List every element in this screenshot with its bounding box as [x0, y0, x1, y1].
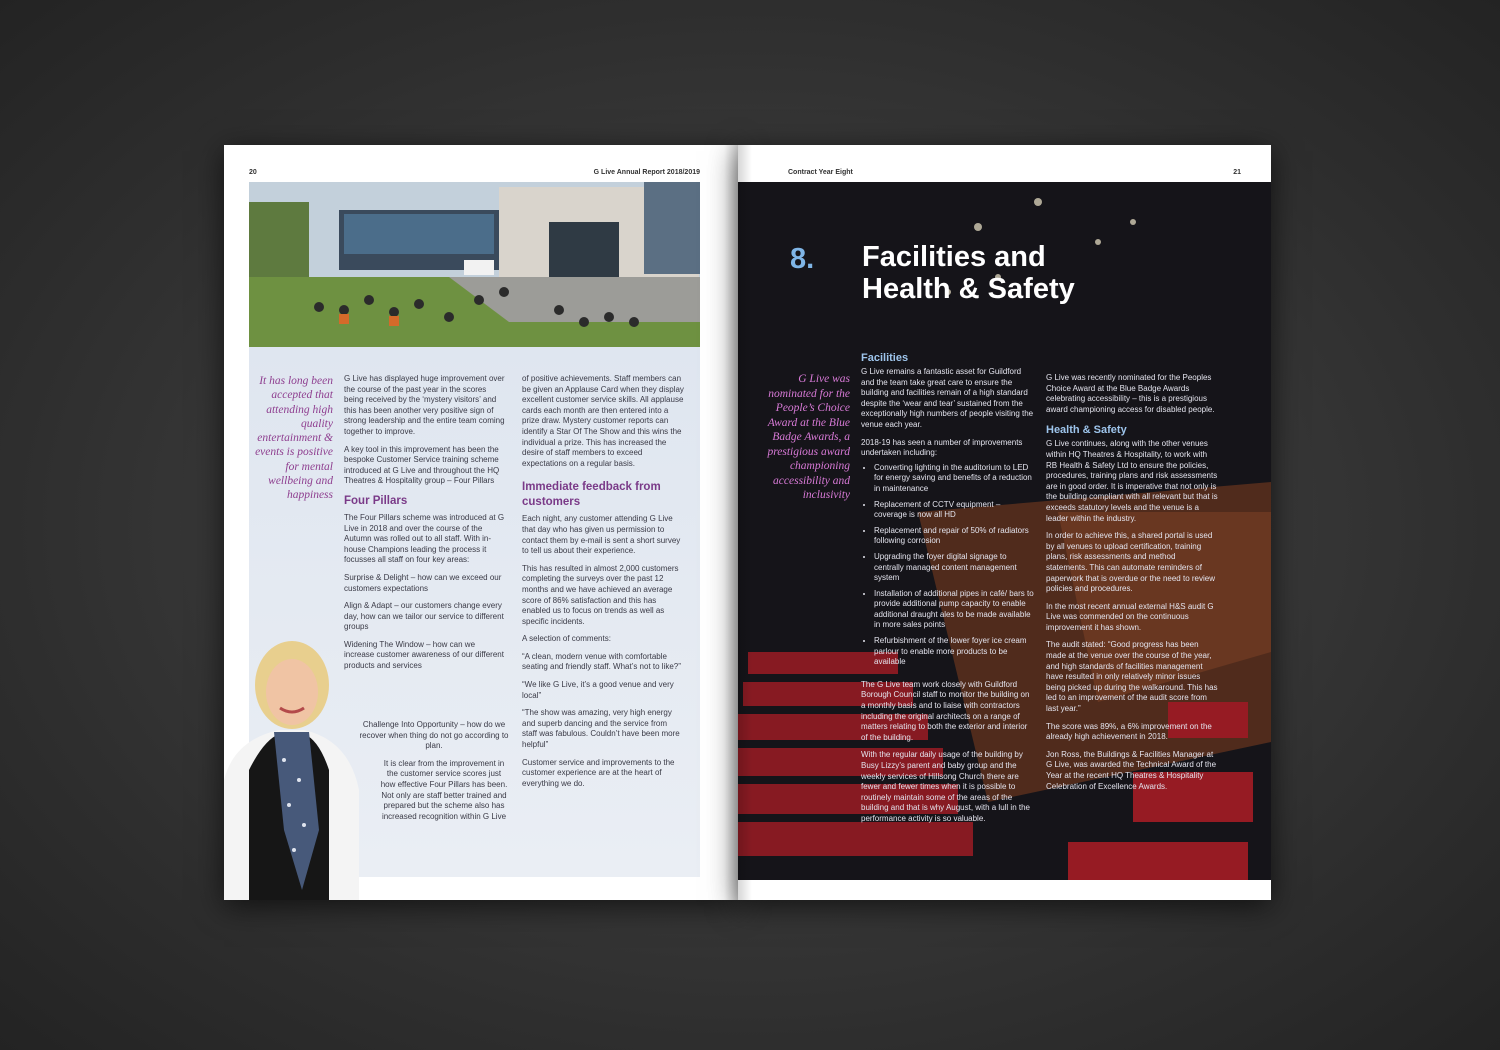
paragraph: of positive achievements. Staff members can be given an Applause Card when they display excellent customer service skills. All applause cards each month are then entered into a prize draw. Mystery customer reports can identify a Star Of The Show and this wins the individual a prize. This has increased the desire of staff members to exceed expectations on a regular basis. — [522, 374, 684, 468]
page-number: 21 — [1233, 169, 1241, 176]
right-page — [738, 145, 1271, 900]
paragraph: 2018-19 has seen a number of improvements undertaken including: — [861, 437, 1023, 458]
paragraph: Challenge Into Opportunity – how do we recover when thing do not go according to plan. — [359, 720, 509, 751]
section-heading: Immediate feedback from customers — [522, 481, 661, 509]
page-number: 20 — [249, 169, 257, 176]
list-item: • Installation of additional pipes in café/ bars to provide additional pump capacity to enable additional draught ales to be made available in more sales points — [874, 589, 1034, 631]
section-heading: Health & Safety — [1046, 424, 1127, 437]
venue-exterior-photo — [249, 182, 700, 347]
paragraph: The G Live team work closely with Guildford Borough Council staff to monitor the building on a monthly basis and to liaise with contractors including the original architects on a range of matters relating to both the exterior and interior of the building. — [861, 679, 1030, 742]
paragraph: “The show was amazing, very high energy and superb dancing and the service from staff was fabulous. Couldn’t have been more helpful” — [522, 708, 680, 750]
portrait-photo — [224, 630, 359, 900]
section-title-line: Facilities and — [862, 241, 1046, 273]
section-heading: Four Pillars — [344, 494, 408, 507]
paragraph: Jon Ross, the Buildings & Facilities Manager at G Live, was awarded the Technical Award of the Year at the recent HQ Theatres & Hospitality Celebration of Excellence Awards. — [1046, 749, 1217, 791]
left-column-2 — [522, 374, 684, 789]
paragraph: Widening The Window – how can we increase customer awareness of our different products and services — [344, 639, 504, 671]
paragraph: In the most recent annual external H&S audit G Live was commended on the continuous improvement it has shown. — [1046, 601, 1214, 632]
left-page — [224, 145, 738, 900]
paragraph: G Live has displayed huge improvement over the course of the past year in the scores being received by the ‘mystery visitors’ and this has been another very positive sign of strong leadership and the entire team coming together to improve. — [344, 374, 505, 436]
section-title — [862, 241, 1075, 305]
left-column-1 — [344, 374, 506, 672]
pull-quote: G Live was nominated for the People’s Choice Award at the Blue Badge Awards, a prestigious award championing accessibility and inclusivity — [767, 373, 850, 501]
paragraph: In order to achieve this, a shared portal is used by all venues to upload certification, training plans, risk assessments and method statements. This can automate reminders of paperwork that is overdue or the need to review policies and procedures. — [1046, 531, 1215, 594]
paragraph: G Live was recently nominated for the Peoples Choice Award at the Blue Badge Awards celebrating accessibility – this is a prestigious award championing access for disabled people. — [1046, 373, 1215, 414]
list-item: • Converting lighting in the auditorium to LED for energy saving and benefits of a reduction in maintenance — [874, 463, 1034, 495]
right-column-2 — [1046, 373, 1218, 792]
pull-quote: It has long been accepted that attending high quality entertainment & events is positive for mental wellbeing and happiness — [255, 375, 333, 502]
paragraph: The score was 89%, a 6% improvement on the already high achievement in 2018. — [1046, 721, 1212, 742]
paragraph: It is clear from the improvement in the customer service scores just how effective Four Pillars has been. Not only are staff better trained and prepared but the scheme also has increased recognition within G Live — [380, 758, 508, 821]
left-column-1-wrap — [359, 720, 509, 822]
paragraph: A key tool in this improvement has been the bespoke Customer Service training scheme introduced at G Live and throughout the HQ Theatres & Hospitality group – Four Pillars — [344, 444, 500, 486]
paragraph: Customer service and improvements to the customer experience are at the heart of everything we do. — [522, 757, 675, 788]
improvements-list — [861, 463, 1034, 668]
paragraph: Each night, any customer attending G Live that day who has given us permission to contact them by e-mail is sent a short survey to tell us about their experience. — [522, 514, 681, 556]
section-title-line: Health & Safety — [862, 273, 1075, 305]
paragraph: “A clean, modern venue with comfortable seating and friendly staff. What’s not to like?” — [522, 651, 681, 672]
paragraph: A selection of comments: — [522, 634, 611, 644]
paragraph: G Live remains a fantastic asset for Guildford and the team take great care to ensure the building and facilities remain of a high standard despite the ‘wear and tear’ sustained from the exceptionally high numbers of people visiting the venue each year. — [861, 367, 1034, 429]
paragraph: The audit stated: “Good progress has been made at the venue over the course of the year, and high standards of facilities management have resulted in only relatively minor issues being picked up during the walkaround. This has led to an improvement of the audit score from last year.” — [1046, 640, 1218, 714]
list-item: • Upgrading the foyer digital signage to centrally managed content management system — [874, 552, 1034, 584]
list-item: • Replacement of CCTV equipment – coverage is now all HD — [874, 500, 1034, 521]
running-header: Contract Year Eight — [788, 169, 853, 176]
section-number: 8. — [790, 243, 815, 275]
paragraph: This has resulted in almost 2,000 customers completing the surveys over the past 12 months and we have achieved an average score of 86% satisfaction and this has enabled us to focus on trends as well as specific incidents. — [522, 563, 679, 626]
paragraph: “We like G Live, it’s a good venue and very local” — [522, 680, 674, 700]
section-heading: Facilities — [861, 352, 909, 364]
right-column-1 — [861, 352, 1034, 825]
list-item: • Replacement and repair of 50% of radiators following corrosion — [874, 526, 1034, 547]
paragraph: G Live continues, along with the other venues within HQ Theatres & Hospitality, to work with RB Health & Safety Ltd to ensure the policies, procedures, training plans and risk assessments are in good order. It is imperative that not only is the building compliant with all relevant but that is exceeds statutory levels and the venue is a leader within the industry. — [1046, 439, 1218, 523]
paragraph: The Four Pillars scheme was introduced at G Live in 2018 and over the course of the Autumn was rolled out to all staff. With in-house Champions leading the process it focusses all staff on four key areas: — [344, 512, 505, 565]
paragraph: Align & Adapt – our customers change every day, how can we tailor our service to different groups — [344, 601, 504, 632]
running-header: G Live Annual Report 2018/2019 — [593, 169, 700, 176]
list-item: • Refurbishment of the lower foyer ice cream parlour to enable more products to be available — [874, 636, 1034, 668]
paragraph: Surprise & Delight – how can we exceed our customers expectations — [344, 572, 502, 593]
paragraph: With the regular daily usage of the building by Busy Lizzy’s parent and baby group and the weekly services of Hillsong Church there are fewer and fewer times when it is possible to routinely maintain some of the areas of the building and that is why August, with a lull in the performance activity is so valuable. — [861, 750, 1030, 823]
